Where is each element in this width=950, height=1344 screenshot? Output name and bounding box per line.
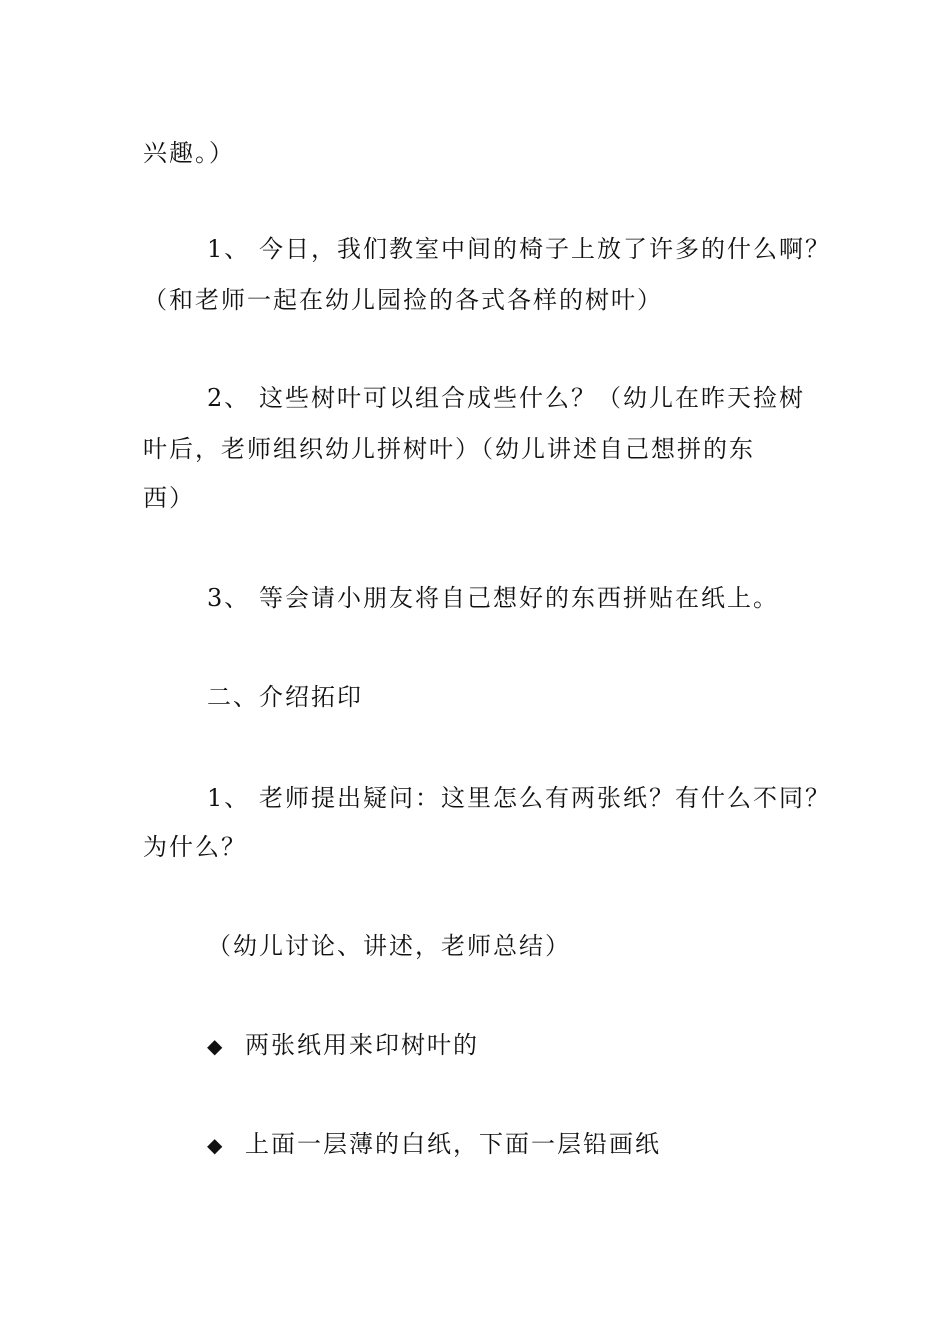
text-line: 为什么？ [143, 833, 247, 861]
diamond-bullet-icon: ◆ [207, 1034, 225, 1058]
list-number: 1、 [207, 235, 251, 263]
text-line: 西） [143, 484, 195, 512]
list-text: 今日，我们教室中间的椅子上放了许多的什么啊？ [259, 235, 831, 263]
diamond-bullet-icon: ◆ [207, 1133, 225, 1157]
list-number: 1、 [207, 784, 251, 812]
list-text: 这些树叶可以组合成些什么？（幼儿在昨天捡树 [259, 384, 805, 412]
bullet-item [207, 1129, 661, 1160]
list-number: 3、 [207, 584, 251, 612]
list-item-1 [207, 234, 831, 264]
list-item-4 [207, 783, 831, 813]
list-number: 2、 [207, 384, 251, 412]
text-line: （和老师一起在幼儿园捡的各式各样的树叶） [143, 286, 663, 314]
section-heading: 二、介绍拓印 [207, 683, 363, 711]
list-item-2 [207, 383, 805, 413]
bullet-item [207, 1030, 479, 1061]
discussion-note: （幼儿讨论、讲述，老师总结） [207, 932, 571, 960]
list-text: 等会请小朋友将自己想好的东西拼贴在纸上。 [259, 584, 779, 612]
bullet-text: 两张纸用来印树叶的 [245, 1031, 479, 1059]
bullet-text: 上面一层薄的白纸，下面一层铅画纸 [245, 1130, 661, 1158]
list-text: 老师提出疑问：这里怎么有两张纸？有什么不同？ [259, 784, 831, 812]
text-line: 兴趣。） [143, 139, 235, 167]
text-line: 叶后，老师组织幼儿拼树叶）（幼儿讲述自己想拼的东 [143, 435, 755, 463]
list-item-3 [207, 583, 779, 613]
